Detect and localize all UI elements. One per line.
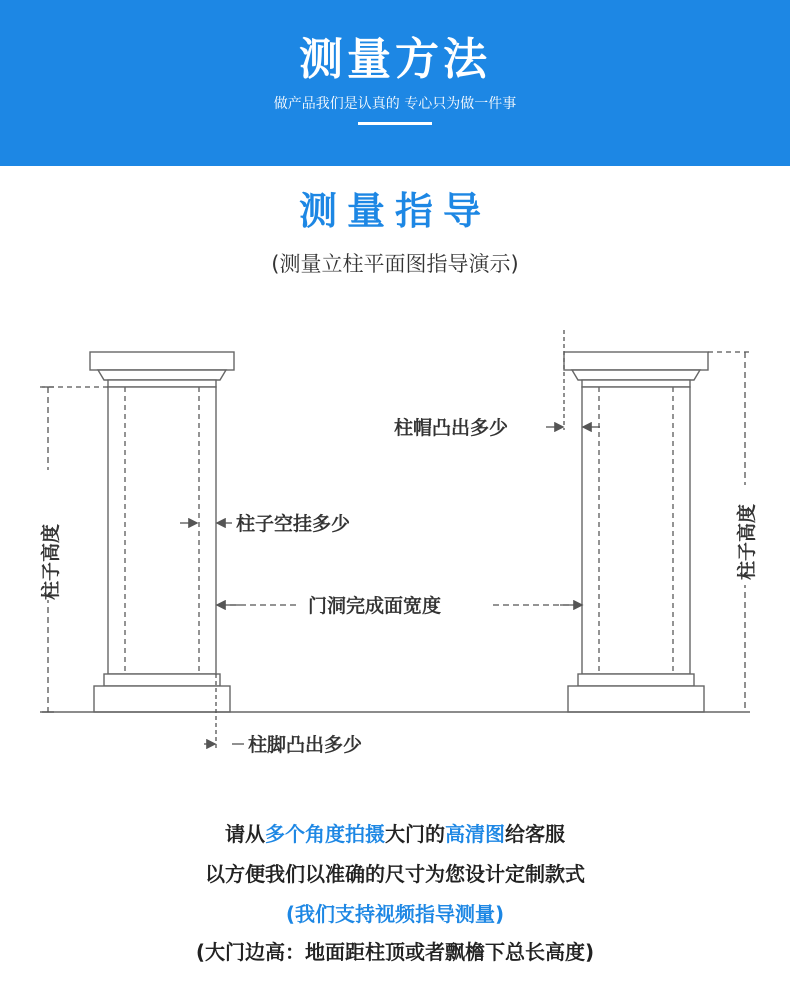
footer-line-3: (我们支持视频指导测量) (285, 902, 505, 926)
label-column-height-right: 柱子高度 (736, 503, 758, 580)
footer-line-1 (0, 820, 790, 848)
label-column-overhang: 柱子空挂多少 (236, 513, 351, 535)
banner-subtitle: 做产品我们是认真的 专心只为做一件事 (273, 96, 517, 112)
label-base-protrusion: 柱脚凸出多少 (248, 734, 363, 756)
right-column (564, 352, 708, 712)
guide-title: 测量指导 (298, 189, 491, 233)
banner-underline (358, 122, 432, 125)
label-opening-width: 门洞完成面宽度 (308, 595, 442, 617)
column-measurement-diagram (0, 330, 790, 780)
footer-line-1-part1: 请从 (225, 822, 265, 846)
guide-subtitle: (测量立柱平面图指导演示) (271, 252, 519, 276)
footer-line-2: 以方便我们以准确的尺寸为您设计定制款式 (205, 862, 585, 886)
footer-line-1-part3: 给客服 (505, 822, 565, 846)
footer-highlight-hd-photo: 高清图 (445, 822, 505, 846)
left-column (90, 352, 234, 712)
label-cap-protrusion: 柱帽凸出多少 (394, 417, 509, 439)
header-banner (0, 0, 790, 166)
footer-line-1-part2: 大门的 (385, 822, 445, 846)
footer-highlight-angles: 多个角度拍摄 (265, 822, 385, 846)
footer-line-4: (大门边高：地面距柱顶或者飘檐下总长高度) (195, 940, 595, 964)
label-column-height-left: 柱子高度 (40, 523, 62, 600)
banner-title: 测量方法 (299, 34, 491, 85)
